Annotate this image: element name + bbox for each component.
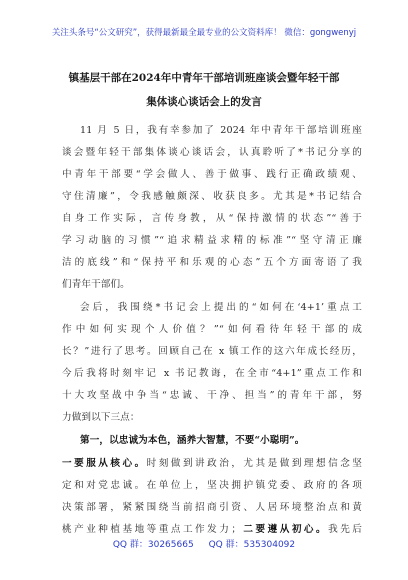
paragraph-text: 我先后 [328, 524, 362, 535]
document-title-line-2: 集体谈心谈话会上的发言 [146, 96, 262, 108]
paragraph-text: 桃产业种植基地等重点工作发力； [62, 524, 242, 535]
emphasis-text: 一要服从核心。 [62, 458, 147, 469]
paragraph-line: 学习动脑的习惯”“追求精益求精的标准”“坚守清正廉 [62, 235, 362, 246]
paragraph-line: 今后我将时刻牢记 x 书记教诲，在全市“4+1”重点工作和 [62, 368, 362, 379]
paragraph-line: 洁的底线”和“保持平和乐观的心态”五个方面寄语了我 [62, 257, 362, 268]
paragraph-line: 长？”进行了思考。回顾自己在 x 镇工作的这六年成长经历， [62, 346, 362, 357]
paragraph-line: 力做到以下三点： [62, 412, 140, 423]
paragraph-line: 定和对党忠诚。在单位上，坚决拥护镇党委、政府的各项 [62, 480, 362, 491]
paragraph-line: 作中如何实现个人价值？”“如何看待年轻干部的成 [62, 324, 362, 335]
paragraph-line [62, 521, 362, 535]
emphasis-text: 二要遵从初心。 [241, 524, 329, 535]
paragraph-line: 十大攻坚战中争当“忠诚、干净、担当”的青年干部，努 [62, 390, 362, 401]
paragraph-line: 中青年干部要“学会做人、善于做事、践行正确政绩观、 [62, 169, 362, 180]
paragraph-line: 自身工作实际，言传身教，从“保持激情的状态”“善于 [62, 213, 362, 224]
promo-banner: 关注头条号“公文研究”，获得最新最全最专业的公文资料库！ 微信：gongwenyj [51, 28, 357, 38]
document-title-line-1: 镇基层干部在2024年中青年干部培训班座谈会暨年轻干部 [68, 72, 340, 84]
section-heading: 第一，以忠诚为本色，涵养大智慧，不要“小聪明”。 [80, 435, 305, 446]
paragraph-line: 守住清廉”，令我感触颇深、收获良多。尤其是*书记结合 [62, 191, 362, 202]
paragraph-line: 决策部署，紧紧围绕当前招商引资、人居环境整治点和黄 [62, 502, 362, 513]
qq-group-2: QQ 群：535304092 [208, 540, 296, 550]
paragraph-line [62, 455, 362, 469]
paragraph-line: 11 月 5 日，我有幸参加了 2024 年中青年干部培训班座 [80, 125, 362, 136]
qq-group-1: QQ 群：30265665 [112, 540, 194, 550]
footer-contact [0, 537, 408, 550]
paragraph-text: 时刻做到讲政治，尤其是做到理想信念坚 [146, 458, 362, 469]
paragraph-line: 会后，我围绕*书记会上提出的“如何在‘4+1’重点工 [80, 302, 362, 313]
paragraph-line: 谈会暨年轻干部集体谈心谈话会，认真聆听了*书记分享的 [62, 147, 362, 158]
paragraph-line: 们青年干部们。 [62, 279, 130, 290]
